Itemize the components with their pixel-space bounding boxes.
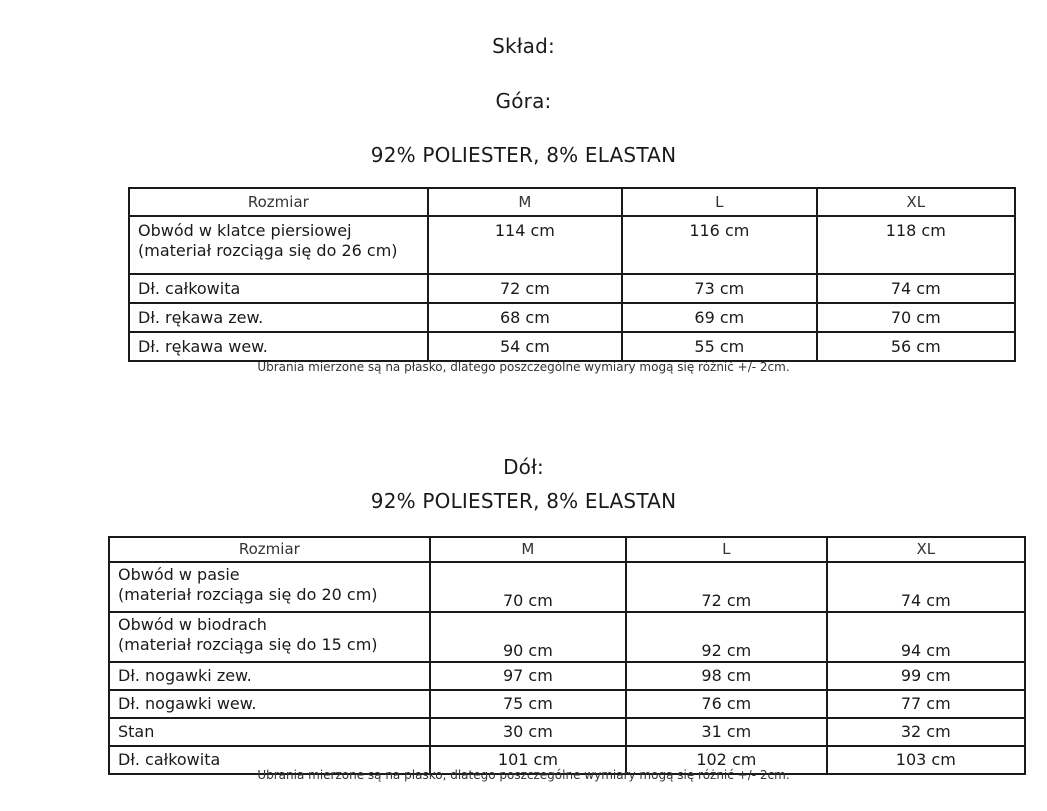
cell-m: 75 cm — [430, 690, 626, 718]
top-heading: Góra: — [495, 89, 552, 113]
cell-xl: 74 cm — [827, 562, 1025, 612]
table-row — [109, 662, 1025, 690]
cell-m: 90 cm — [430, 612, 626, 662]
cell-xl: 103 cm — [827, 746, 1025, 774]
column-header-l: L — [622, 188, 816, 216]
cell-l: 31 cm — [626, 718, 826, 746]
cell-m: 54 cm — [428, 332, 622, 361]
top-size-table — [128, 187, 1016, 362]
row-label: Dł. rękawa zew. — [129, 303, 428, 332]
bottom-heading: Dół: — [503, 455, 544, 479]
row-label — [109, 612, 430, 662]
row-label-line: Obwód w klatce piersiowej — [138, 221, 352, 240]
bottom-measurement-note: Ubrania mierzone są na płasko, dlatego poszczególne wymiary mogą się różnić +/- 2cm. — [257, 768, 790, 782]
cell-xl: 94 cm — [827, 612, 1025, 662]
table-header-row — [109, 537, 1025, 562]
cell-xl: 74 cm — [817, 274, 1015, 303]
row-label: Dł. nogawki zew. — [109, 662, 430, 690]
column-header-l: L — [626, 537, 826, 562]
cell-m: 68 cm — [428, 303, 622, 332]
row-label-line: Obwód w pasie — [118, 565, 240, 584]
column-header-xl: XL — [817, 188, 1015, 216]
bottom-composition: 92% POLIESTER, 8% ELASTAN — [370, 489, 677, 513]
column-header-m: M — [430, 537, 626, 562]
cell-xl: 99 cm — [827, 662, 1025, 690]
column-header-size: Rozmiar — [129, 188, 428, 216]
cell-xl: 56 cm — [817, 332, 1015, 361]
table-row — [129, 274, 1015, 303]
cell-l: 73 cm — [622, 274, 816, 303]
cell-l: 102 cm — [626, 746, 826, 774]
cell-l: 116 cm — [622, 216, 816, 274]
row-label — [129, 216, 428, 274]
cell-m: 114 cm — [428, 216, 622, 274]
cell-l: 76 cm — [626, 690, 826, 718]
cell-xl: 32 cm — [827, 718, 1025, 746]
row-label: Dł. nogawki wew. — [109, 690, 430, 718]
cell-l: 55 cm — [622, 332, 816, 361]
cell-xl: 118 cm — [817, 216, 1015, 274]
row-label: Dł. rękawa wew. — [129, 332, 428, 361]
column-header-size: Rozmiar — [109, 537, 430, 562]
cell-xl: 77 cm — [827, 690, 1025, 718]
cell-l: 98 cm — [626, 662, 826, 690]
cell-m: 97 cm — [430, 662, 626, 690]
top-measurement-note: Ubrania mierzone są na płasko, dlatego poszczególne wymiary mogą się różnić +/- 2cm. — [257, 360, 790, 374]
table-row — [129, 303, 1015, 332]
row-label: Dł. całkowita — [129, 274, 428, 303]
cell-m: 30 cm — [430, 718, 626, 746]
bottom-size-table — [108, 536, 1026, 775]
row-label-line: Obwód w biodrach — [118, 615, 267, 634]
column-header-xl: XL — [827, 537, 1025, 562]
top-composition: 92% POLIESTER, 8% ELASTAN — [370, 143, 677, 167]
composition-title: Skład: — [492, 34, 555, 58]
table-row — [109, 718, 1025, 746]
cell-l: 72 cm — [626, 562, 826, 612]
table-row — [109, 690, 1025, 718]
row-label-line: (materiał rozciąga się do 26 cm) — [138, 241, 398, 260]
cell-l: 92 cm — [626, 612, 826, 662]
cell-m: 70 cm — [430, 562, 626, 612]
cell-l: 69 cm — [622, 303, 816, 332]
table-row — [129, 216, 1015, 274]
table-row — [109, 612, 1025, 662]
row-label-line: (materiał rozciąga się do 15 cm) — [118, 635, 378, 654]
row-label-line: (materiał rozciąga się do 20 cm) — [118, 585, 378, 604]
table-row — [109, 562, 1025, 612]
cell-m: 72 cm — [428, 274, 622, 303]
cell-xl: 70 cm — [817, 303, 1015, 332]
row-label: Dł. całkowita — [109, 746, 430, 774]
table-header-row — [129, 188, 1015, 216]
table-row — [129, 332, 1015, 361]
column-header-m: M — [428, 188, 622, 216]
row-label: Stan — [109, 718, 430, 746]
cell-m: 101 cm — [430, 746, 626, 774]
row-label — [109, 562, 430, 612]
